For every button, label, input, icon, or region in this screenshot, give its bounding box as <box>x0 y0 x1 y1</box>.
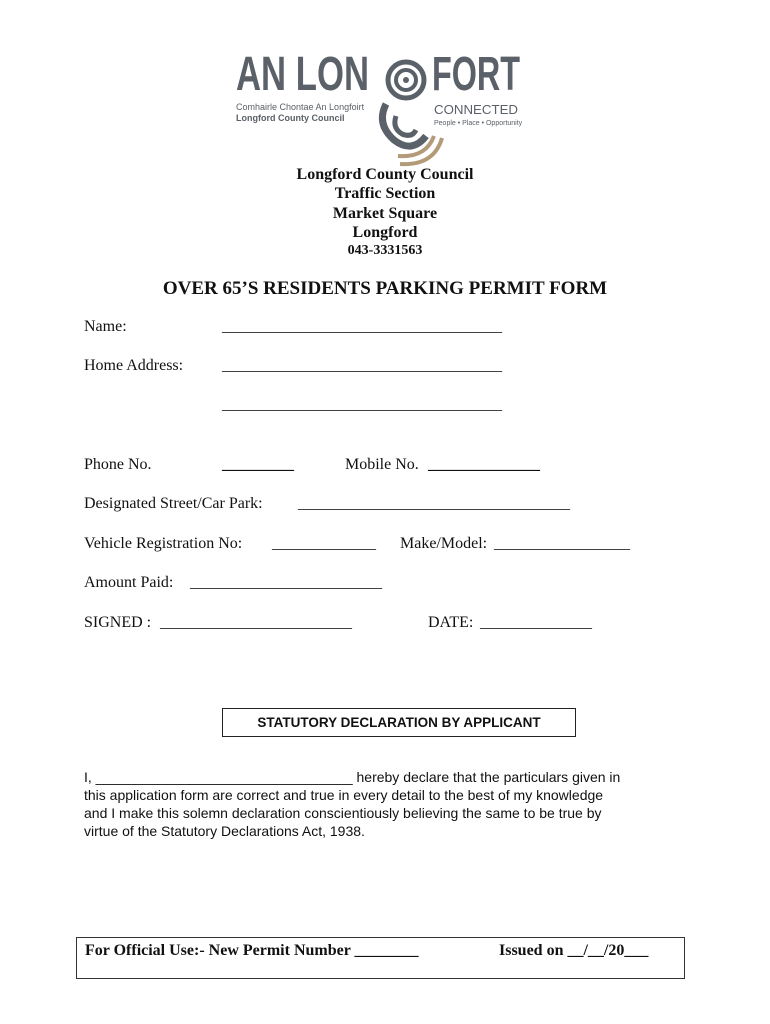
phone-field[interactable]: _________ <box>222 456 294 473</box>
longford-county-council-logo <box>236 44 536 168</box>
address-field-line2[interactable]: ___________________________________ <box>222 396 502 413</box>
declaration-text: I, _________________________________ hereby declare that the particulars given in this application form are correct and true in every detail to the best of my knowledge and I make this solemn declaration conscientiously believing the same to be true by virtue of the Statutory Declarations Act, 1938. <box>84 769 621 839</box>
form-title: OVER 65’S RESIDENTS PARKING PERMIT FORM <box>162 278 608 299</box>
issued-on-label: Issued on __/__/20___ <box>499 942 649 959</box>
official-use-box <box>76 937 685 979</box>
name-label: Name: <box>84 318 127 335</box>
signed-label: SIGNED : <box>84 614 152 631</box>
date-field[interactable]: ______________ <box>480 614 592 631</box>
amount-paid-field[interactable]: ________________________ <box>190 574 382 591</box>
name-field[interactable]: ___________________________________ <box>222 318 502 335</box>
logo-word-left: AN LON <box>236 48 369 101</box>
registration-field[interactable]: _____________ <box>272 535 376 552</box>
mobile-label: Mobile No. <box>345 456 419 473</box>
street-label: Designated Street/Car Park: <box>84 495 263 512</box>
make-model-field[interactable]: _________________ <box>494 535 630 552</box>
logo-english-name: Longford County Council <box>236 113 345 123</box>
logo-irish-name: Comhairle Chontae An Longfoirt <box>236 102 365 112</box>
address-field-line1[interactable]: ___________________________________ <box>222 357 502 374</box>
signed-field[interactable]: ________________________ <box>160 614 352 631</box>
phone-label: Phone No. <box>84 456 152 473</box>
logo-word-right: FORT <box>432 48 520 101</box>
logo-tagline: People • Place • Opportunity <box>434 120 523 127</box>
mobile-field[interactable]: ______________ <box>428 456 540 473</box>
address-org: Longford County Council <box>296 166 474 183</box>
street-field[interactable]: __________________________________ <box>298 495 570 512</box>
declaration-heading: STATUTORY DECLARATION BY APPLICANT <box>222 708 576 737</box>
registration-label: Vehicle Registration No: <box>84 535 243 552</box>
address-town: Longford <box>352 224 418 241</box>
address-phone: 043-3331563 <box>347 243 423 258</box>
address-label: Home Address: <box>84 357 184 374</box>
address-section: Traffic Section <box>334 185 436 202</box>
date-label: DATE: <box>428 614 474 631</box>
amount-paid-label: Amount Paid: <box>84 574 174 591</box>
permit-number-label: For Official Use:- New Permit Number ________ <box>85 942 419 959</box>
address-street: Market Square <box>332 205 438 222</box>
make-model-label: Make/Model: <box>400 535 488 552</box>
logo-connected: CONNECTED <box>434 102 518 117</box>
